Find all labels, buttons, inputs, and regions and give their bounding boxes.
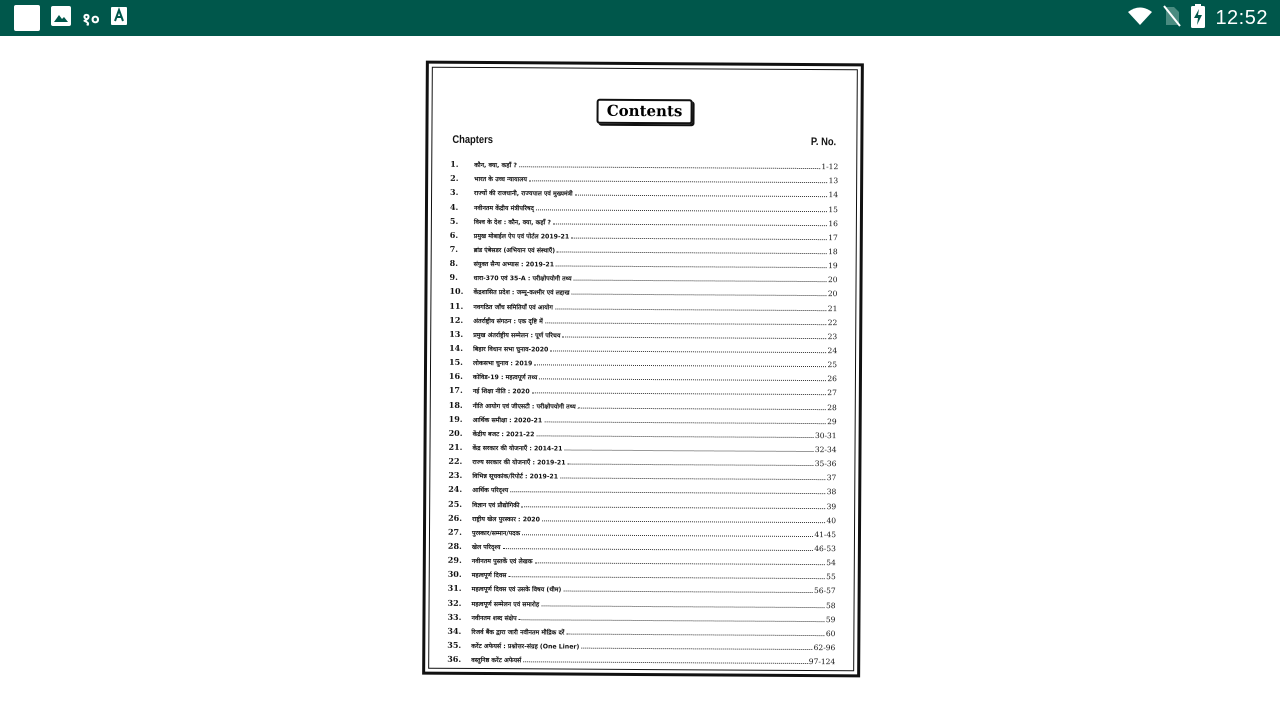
chapter-page-number: 35-36 (814, 459, 837, 469)
chapter-number: 2. (450, 173, 459, 184)
chapter-page-number: 25 (827, 360, 838, 370)
chapter-title: पुरस्कार/सम्मान/पदक (471, 529, 521, 538)
chapter-title: केंद्र सरकार की योजनाएँ : 2014-21 (472, 444, 563, 453)
chapter-number: 22. (448, 455, 463, 466)
chapter-page-number: 41-45 (814, 529, 837, 539)
chapter-page-number: 14 (828, 190, 839, 200)
toc-row (447, 650, 835, 667)
chapter-number: 9. (449, 272, 458, 283)
chapter-title: नवीनतम शब्द संक्षेप (471, 614, 517, 622)
chapter-title: नवीनतम पुस्तकें एवं लेखक (471, 558, 533, 566)
chapter-number: 20. (448, 427, 463, 438)
chapter-page-number: 46-53 (814, 543, 836, 554)
chapter-title: नीति आयोग एवं जीएसटी : परीक्षोपयोगी तथ्य (472, 402, 576, 411)
chapter-page-number: 39 (826, 501, 837, 511)
status-bar-clock: 12:52 (1215, 6, 1268, 29)
chapter-title: केंद्रशासित प्रदेश : जम्मू-कश्मीर एवं लद्दाख (473, 289, 570, 297)
dot-leader (523, 661, 808, 664)
chapter-title: भारत के उच्च न्यायालय (474, 176, 528, 184)
dot-leader (557, 251, 827, 254)
image-viewer[interactable] (0, 36, 1280, 720)
dot-leader (560, 478, 826, 481)
chapter-title: राज्य सरकार की योजनाएँ : 2019-21 (472, 459, 566, 467)
chapter-page-number: 58 (825, 600, 836, 610)
chapter-number: 19. (448, 413, 463, 424)
chapter-number: 8. (449, 257, 459, 268)
dot-leader (581, 648, 812, 650)
chapter-title: विज्ञान एवं प्रौद्योगिकी (472, 501, 520, 509)
text-recognition-icon (110, 6, 128, 30)
chapter-number: 33. (447, 611, 462, 622)
wifi-icon (1127, 6, 1153, 30)
chapter-number: 10. (449, 286, 464, 297)
chapter-number: 31. (447, 583, 462, 594)
no-sim-icon (1163, 5, 1181, 31)
chapter-number: 28. (447, 540, 462, 551)
status-bar-right (1127, 0, 1268, 36)
chapter-title: केंद्रीय बजट : 2021-22 (472, 430, 535, 439)
chapter-title: नई शिक्षा नीति : 2020 (472, 388, 530, 396)
chapter-title: प्रमुख मोबाईल ऐप एवं पोर्टल 2019-21 (473, 232, 570, 241)
chapter-title: विभिन्न सूचकांक/रिपोर्ट : 2019-21 (472, 473, 559, 481)
status-bar-left (14, 5, 128, 31)
chapter-number: 24. (448, 484, 463, 495)
chapter-page-number: 27 (827, 388, 837, 398)
chapter-page-number: 15 (828, 204, 839, 214)
chapter-title: अंतर्राष्ट्रीय संगठन : एक दृष्टि में (473, 317, 543, 326)
dot-leader (575, 195, 828, 198)
chapter-page-number: 62-96 (813, 642, 836, 653)
document-page (422, 61, 864, 678)
chapter-number: 29. (447, 554, 462, 565)
chapter-number: 34. (447, 625, 462, 636)
chapter-title: आर्थिक समीक्षा : 2020-21 (472, 416, 543, 425)
chapter-title: रिजर्व बैंक द्वारा जारी नवीनतम मौद्रिक दरें (471, 628, 565, 637)
chapter-page-number: 21 (827, 303, 838, 313)
chapter-title: प्रमुख अंतर्राष्ट्रीय सम्मेलन : पूर्ण परिचय (473, 331, 561, 340)
contents-title: Contents (596, 99, 692, 125)
chapter-number: 18. (448, 399, 463, 410)
chapter-number: 6. (449, 229, 459, 240)
chapter-page-number: 29 (827, 416, 837, 426)
chapter-number: 1. (450, 158, 459, 170)
chapter-page-number: 26 (827, 374, 837, 384)
chapter-title: राज्यों की राजधानी, राज्यपाल एवं मुख्यमंत्री (474, 190, 573, 198)
chapter-number: 7. (449, 243, 459, 254)
chapter-page-number: 28 (827, 402, 837, 412)
chapter-page-number: 37 (826, 473, 837, 483)
chapter-title: कौन, क्या, कहाँ ? (474, 162, 517, 170)
dot-leader (564, 449, 813, 452)
chapter-page-number: 20 (827, 275, 838, 285)
dot-leader (562, 336, 826, 339)
chapter-page-number: 24 (827, 346, 838, 356)
chapter-page-number: 17 (828, 232, 838, 243)
chapter-page-number: 32-34 (814, 445, 837, 455)
chapter-title: करेंट अफेयर्स : प्रश्नोत्तर-संग्रह (One Liner) (471, 642, 580, 651)
chapter-title: लोकसभा चुनाव : 2019 (473, 360, 533, 368)
table-of-contents (447, 155, 838, 666)
chapter-page-number: 18 (828, 247, 838, 257)
chapter-number: 26. (448, 512, 463, 523)
chapter-number: 14. (449, 342, 464, 353)
chapter-title: आर्थिक परिदृश्य (472, 487, 509, 495)
chapter-page-number: 54 (826, 558, 836, 568)
chapter-number: 25. (448, 498, 463, 509)
chapter-title: विश्व के देश : कौन, क्या, कहाँ ? (473, 218, 552, 227)
dot-leader (563, 591, 813, 594)
chapter-title: ब्रांड एंबेसडर (अभियान एवं संस्थाएँ) (473, 246, 556, 255)
chapter-number: 35. (447, 639, 462, 650)
chapter-page-number: 59 (825, 614, 836, 624)
chapter-title: धारा-370 एवं 35-A : परीक्षोपयोगी तथ्य (473, 275, 572, 283)
dot-leader (574, 280, 827, 283)
chapter-page-number: 23 (827, 331, 838, 342)
chapter-page-number: 13 (828, 176, 839, 186)
chapter-title: महत्वपूर्ण दिवस (471, 572, 507, 580)
chapter-number: 15. (449, 356, 463, 368)
chapter-page-number: 97-124 (808, 657, 836, 667)
chapter-number: 23. (448, 470, 463, 481)
chapter-number: 30. (447, 569, 462, 580)
chapter-page-number: 20 (827, 289, 838, 299)
chapter-title: महत्वपूर्ण दिवस एवं उसके विषय (थीम) (471, 586, 562, 594)
dot-leader (566, 633, 825, 636)
chapter-number: 32. (447, 597, 462, 608)
battery-charging-icon (1191, 4, 1205, 32)
chapter-page-number: 19 (828, 261, 838, 271)
chapter-number: 5. (449, 215, 459, 226)
chapter-page-number: 30-31 (814, 430, 837, 440)
white-square-icon (14, 5, 40, 31)
chapter-title: राष्ट्रीय खेल पुरस्कार : 2020 (472, 515, 540, 524)
chapter-title: कोविड-19 : महत्वपूर्ण तथ्य (472, 374, 538, 382)
hindi-text-icon: १० (82, 9, 100, 30)
chapter-page-number: 38 (826, 487, 837, 497)
status-bar (0, 0, 1280, 36)
page-number-header: P. No. (811, 136, 837, 149)
chapter-title: खेल परिदृश्य (471, 543, 501, 552)
dot-leader (572, 294, 827, 297)
image-icon (50, 5, 72, 31)
chapter-page-number: 60 (825, 628, 836, 638)
dot-leader (571, 237, 827, 240)
chapter-page-number: 40 (826, 515, 837, 525)
chapters-header: Chapters (452, 133, 493, 147)
chapter-page-number: 56-57 (813, 586, 836, 596)
chapter-title: संयुक्त सैन्य अभ्यास : 2019-21 (473, 261, 555, 269)
chapter-title: महत्वपूर्ण सम्मेलन एवं समारोह (471, 600, 540, 608)
chapter-number: 11. (449, 300, 464, 311)
chapter-title: नवगठित जाँच समितियाँ एवं आयोग (473, 303, 553, 311)
chapter-number: 12. (449, 314, 464, 325)
chapter-page-number: 55 (826, 572, 836, 582)
chapter-title: बिहार विधान सभा चुनाव-2020 (473, 345, 549, 354)
chapter-page-number: 22 (827, 317, 838, 327)
chapter-page-number: 1-12 (821, 162, 839, 172)
chapter-number: 36. (447, 653, 462, 664)
chapter-number: 17. (448, 385, 463, 396)
chapter-title: नवीनतम केंद्रीय मंत्रीपरिषद् (473, 204, 534, 212)
chapter-number: 4. (449, 201, 459, 212)
chapter-page-number: 16 (828, 218, 838, 228)
chapter-number: 13. (449, 328, 464, 339)
chapter-number: 16. (448, 371, 463, 382)
chapter-number: 3. (450, 187, 459, 198)
chapter-title: वस्तुनिष्ठ करेंट अफेयर्स (471, 657, 522, 665)
chapter-number: 21. (448, 441, 463, 452)
dot-leader (568, 464, 814, 467)
chapter-number: 27. (447, 526, 462, 537)
dot-leader (578, 407, 827, 410)
